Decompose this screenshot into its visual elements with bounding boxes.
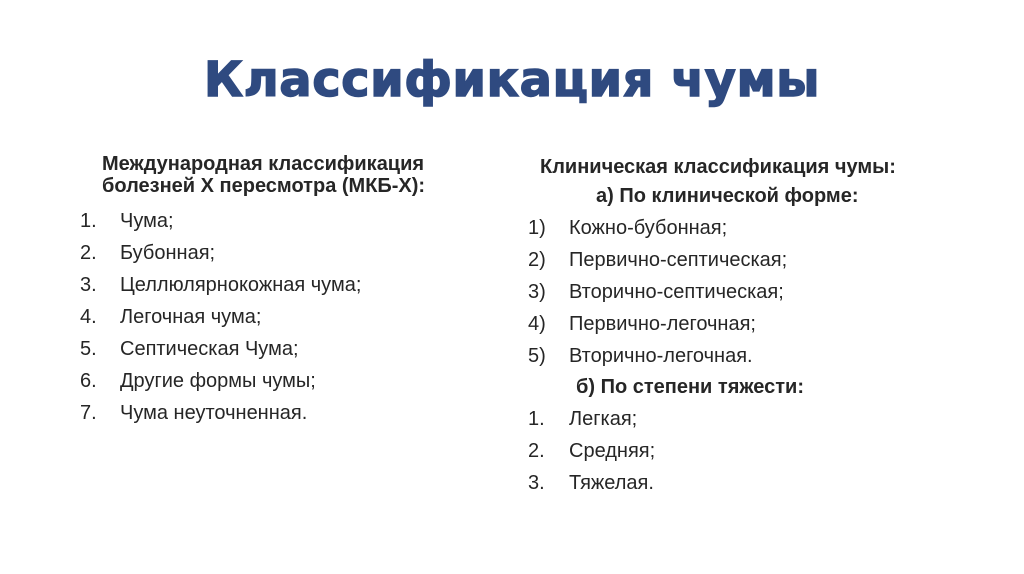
list-item-text: Чума неуточненная. [120, 402, 308, 424]
list-item-text: Первично-легочная; [569, 313, 756, 335]
list-item-text: Тяжелая. [569, 472, 654, 494]
icd-list [80, 205, 520, 429]
list-item-text: Легкая; [569, 408, 638, 430]
icd-heading: Международная классификация болезней X пересмотра (МКБ-X): [102, 153, 426, 197]
list-item [80, 237, 520, 269]
clinical-classification-column [528, 153, 948, 499]
clinical-form-subheading: а) По клинической форме: [596, 185, 859, 207]
list-item [80, 301, 520, 333]
list-item [528, 212, 948, 244]
list-item-number: 6. [80, 370, 97, 392]
list-item [80, 365, 520, 397]
list-item-number: 3) [528, 281, 546, 303]
list-item-text: Септическая Чума; [120, 338, 299, 360]
list-item [528, 276, 948, 308]
list-item [528, 467, 948, 499]
list-item-text: Первично-септическая; [569, 249, 788, 271]
list-item-number: 1) [528, 217, 546, 239]
list-item-number: 3. [528, 472, 545, 494]
list-item-text: Легочная чума; [120, 306, 262, 328]
list-item [80, 205, 520, 237]
list-item-text: Другие формы чумы; [120, 370, 316, 392]
list-item-number: 4) [528, 313, 546, 335]
list-item [80, 333, 520, 365]
list-item-number: 2) [528, 249, 546, 271]
severity-subheading: б) По степени тяжести: [576, 376, 805, 398]
list-item-text: Бубонная; [120, 242, 216, 264]
list-item-number: 1. [528, 408, 545, 430]
list-item-number: 3. [80, 274, 97, 296]
list-item [80, 397, 520, 429]
list-item [528, 340, 948, 372]
list-item [80, 269, 520, 301]
list-item-text: Чума; [120, 210, 174, 232]
list-item-text: Вторично-легочная. [569, 345, 753, 367]
list-item-number: 2. [528, 440, 545, 462]
list-item-number: 5) [528, 345, 546, 367]
list-item-number: 2. [80, 242, 97, 264]
list-item-number: 4. [80, 306, 97, 328]
list-item [528, 244, 948, 276]
list-item-number: 7. [80, 402, 97, 424]
clinical-heading: Клиническая классификация чумы: [540, 156, 896, 178]
list-item [528, 403, 948, 435]
list-item [528, 435, 948, 467]
icd-classification-column [80, 153, 520, 429]
slide-title: Классификация чумы [203, 52, 821, 108]
list-item-text: Целлюлярнокожная чума; [120, 274, 362, 296]
severity-list [528, 403, 948, 499]
list-item-text: Вторично-септическая; [569, 281, 784, 303]
list-item-text: Кожно-бубонная; [569, 217, 728, 239]
list-item [528, 308, 948, 340]
list-item-number: 5. [80, 338, 97, 360]
list-item-number: 1. [80, 210, 97, 232]
list-item-text: Средняя; [569, 440, 656, 462]
clinical-form-list [528, 212, 948, 372]
